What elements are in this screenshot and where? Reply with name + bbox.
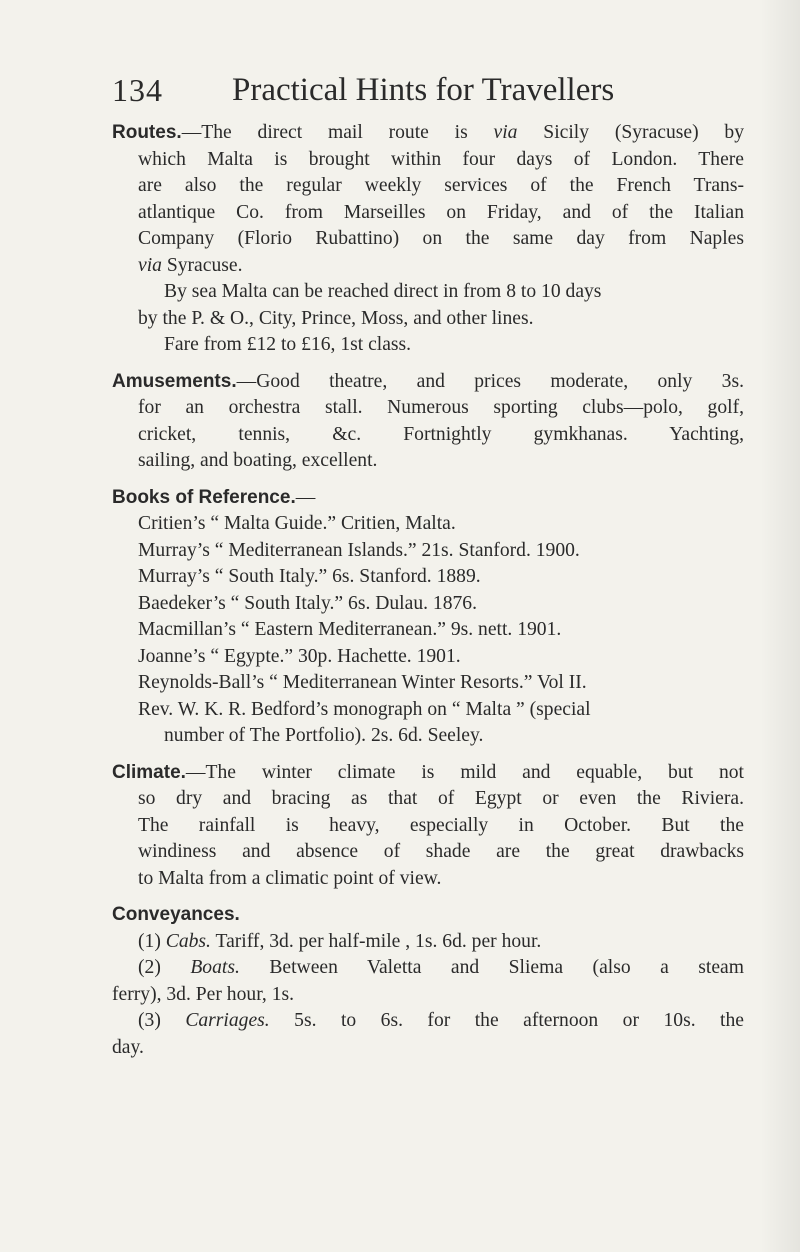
section-gap — [112, 892, 744, 902]
item-number: (3) — [138, 1010, 186, 1031]
amusements-line-4: sailing, and boating, excellent. — [138, 450, 378, 471]
page-number: 134 — [112, 72, 163, 108]
conveyance-item-carriages-cont: day. — [112, 1036, 144, 1058]
book-item-continuation: number of The Portfolio). 2s. 6d. Seeley. — [164, 725, 484, 746]
routes-line-3: are also the regular weekly services of the French Trans- — [138, 175, 744, 196]
books-dash: — — [295, 486, 316, 508]
climate-heading: Climate. — [112, 761, 186, 783]
item-label: Boats. — [190, 957, 240, 978]
conveyance-item-cabs — [112, 929, 744, 956]
item-label: Carriages. — [185, 1010, 270, 1031]
book-item: Macmillan’s “ Eastern Mediterranean.” 9s. nett. 1901. — [138, 619, 562, 640]
routes-line-7 — [112, 279, 744, 306]
routes-line-8: by the P. & O., City, Prince, Moss, and other lines. — [138, 307, 534, 329]
item-text: 5s. to 6s. for the afternoon or 10s. the — [269, 1010, 744, 1031]
section-conveyances — [112, 902, 744, 1061]
conveyance-item-carriages — [112, 1008, 744, 1035]
routes-text: Fare from £12 to £16, 1st class. — [164, 334, 412, 355]
page-body — [112, 120, 744, 1061]
running-title: Practical Hints for Travellers — [232, 72, 615, 108]
routes-text: Sicily (Syracuse) by — [517, 122, 745, 143]
books-heading: Books of Reference. — [112, 486, 296, 508]
conveyances-heading-line — [112, 902, 744, 929]
section-amusements — [112, 369, 744, 475]
section-gap — [112, 359, 744, 369]
book-item: Baedeker’s “ South Italy.” 6s. Dulau. 1876. — [138, 592, 478, 614]
routes-line-1 — [112, 120, 744, 147]
routes-text: Syracuse. — [161, 254, 243, 276]
section-routes — [112, 120, 744, 359]
amusements-line-3: cricket, tennis, &c. Fortnightly gymkhanas. Yachting, — [138, 423, 744, 445]
amusements-text: —Good theatre, and prices moderate, only 3s. — [236, 370, 744, 392]
book-item: Rev. W. K. R. Bedford’s monograph on “ Malta ” (special — [138, 698, 591, 720]
page-edge-shadow — [760, 0, 800, 1252]
section-gap — [112, 750, 744, 760]
amusements-heading: Amusements. — [112, 370, 237, 392]
item-text: Between Valetta and Sliema (also a steam — [239, 957, 744, 978]
book-item: Critien’s “ Malta Guide.” Critien, Malta. — [138, 513, 456, 534]
book-item: Joanne’s “ Egypte.” 30p. Hachette. 1901. — [138, 645, 461, 667]
item-label: Cabs. — [165, 930, 211, 952]
routes-line-4: atlantique Co. from Marseilles on Friday, and of the Italian — [138, 201, 744, 223]
climate-line-4: windiness and absence of shade are the great drawbacks — [138, 841, 744, 862]
books-heading-line — [112, 485, 744, 512]
section-books-of-reference — [112, 485, 744, 750]
routes-line-5: Company (Florio Rubattino) on the same day from Naples — [138, 228, 744, 249]
routes-text: By sea Malta can be reached direct in from 8 to 10 days — [164, 281, 602, 302]
routes-line-6 — [112, 253, 744, 280]
item-text: Tariff, 3d. per half-mile , 1s. 6d. per hour. — [210, 930, 542, 952]
conveyances-heading: Conveyances. — [112, 904, 240, 925]
item-number: (2) — [138, 957, 191, 978]
climate-line-2: so dry and bracing as that of Egypt or even the Riviera. — [138, 788, 744, 809]
book-item: Murray’s “ South Italy.” 6s. Stanford. 1889. — [138, 566, 481, 587]
climate-text: —The winter climate is mild and equable, but not — [185, 761, 744, 783]
conveyance-item-boats — [112, 955, 744, 982]
routes-line-2: which Malta is brought within four days of London. There — [138, 148, 744, 170]
book-item: Reynolds-Ball’s “ Mediterranean Winter Resorts.” Vol II. — [138, 672, 587, 693]
amusements-line-1 — [112, 369, 744, 396]
section-gap — [112, 475, 744, 485]
routes-via-italic: via — [138, 254, 162, 276]
routes-line-9 — [112, 332, 744, 359]
book-item: Murray’s “ Mediterranean Islands.” 21s. Stanford. 1900. — [138, 539, 580, 561]
section-climate — [112, 760, 744, 893]
climate-line-1 — [112, 760, 744, 787]
item-number: (1) — [138, 930, 166, 952]
climate-line-3: The rainfall is heavy, especially in October. But the — [138, 814, 744, 836]
routes-heading: Routes. — [112, 122, 182, 143]
routes-via-italic: via — [493, 122, 518, 143]
amusements-line-2: for an orchestra stall. Numerous sporting clubs—polo, golf, — [138, 397, 744, 418]
conveyance-item-boats-cont: ferry), 3d. Per hour, 1s. — [112, 983, 295, 1005]
climate-line-5: to Malta from a climatic point of view. — [138, 867, 442, 889]
routes-text: —The direct mail route is — [181, 122, 494, 143]
